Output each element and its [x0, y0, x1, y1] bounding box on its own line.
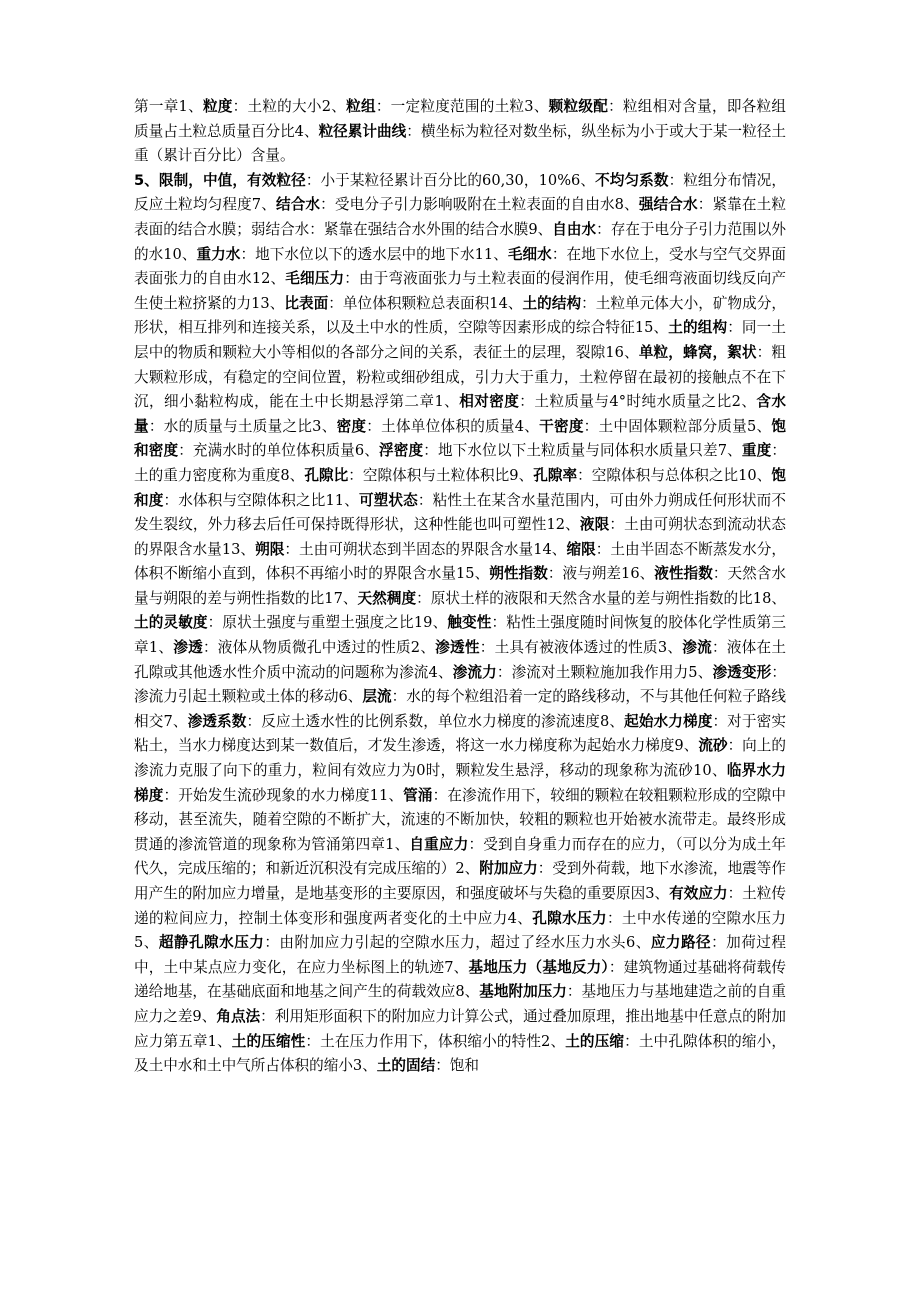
term-bold: 管涌 — [403, 786, 433, 804]
term-bold: 天然稠度 — [357, 589, 417, 607]
term-bold: 起始水力梯度 — [624, 712, 713, 730]
text-run: ：渗流力引起土颗粒或土体的移动6、 — [134, 663, 786, 706]
text-run: ：地下水位以下的透水层中的地下水11、 — [240, 245, 508, 263]
text-run: ：利用矩形面积下的附加应力计算公式，通过叠加原理，推出地基中任意点的附加应力第五章1、 — [134, 1007, 786, 1050]
term-bold: 粒径累计曲线 — [318, 122, 407, 140]
text-run: ：地下水位以下土粒质量与同体积水质量只差7、 — [423, 442, 742, 460]
text-run: ：紧靠在土粒表面的结合水膜；弱结合水：紧靠在强结合水外围的结合水膜9、 — [134, 196, 786, 238]
term-bold: 土的灵敏度 — [134, 614, 208, 632]
paragraph-2 — [134, 169, 786, 1079]
text-run: ：土由可朔状态到流动状态的界限含水量13、 — [134, 516, 786, 558]
text-run: ：土由可朔状态到半固态的界限含水量14、 — [284, 540, 567, 558]
text-run: ：土粒的大小2、 — [232, 98, 347, 115]
text-run: ：受到外荷载，地下水渗流，地震等作用产生的附加应力增量，是地基变形的主要原因，和强度破坏与失稳的重要原因3、 — [134, 860, 786, 902]
text-run: ：天然含水量与朔限的差与朔性指数的比17、 — [134, 565, 786, 607]
term-bold: 渗透变形 — [712, 663, 772, 681]
term-bold: 朔限 — [255, 540, 285, 558]
text-run: ：空隙体积与总体积之比10、 — [577, 466, 772, 484]
term-bold: 干密度 — [539, 417, 584, 435]
text-run: ：受到自身重力而存在的应力，（可以分为成土年代久，完成压缩的；和新近沉积没有完成压缩的）2、 — [134, 835, 786, 878]
term-bold: 重力水 — [196, 245, 241, 263]
text-run: ：同一土层中的物质和颗粒大小等相似的各部分之间的关系，表征土的层理，裂隙16、 — [134, 319, 786, 361]
text-run: ：在地下水位上，受水与空气交界面表面张力的自由水12、 — [134, 245, 786, 288]
term-bold: 液性指数 — [654, 565, 713, 583]
term-bold: 土的固结 — [376, 1057, 436, 1075]
text-run: ：水体积与空隙体积之比11、 — [163, 491, 359, 509]
term-bold: 渗流力 — [452, 663, 497, 681]
text-run: ：单位体积颗粒总表面积14、 — [328, 294, 523, 312]
text-run: ：粒组相对含量，即各粒组质量占土粒总质量百分比4、 — [134, 98, 786, 140]
term-bold: 含水量 — [134, 393, 786, 435]
term-bold: 不均匀系数 — [595, 171, 669, 189]
text-run: ：粒组分布情况，反应土粒均匀程度7、 — [134, 171, 786, 214]
term-bold: 自由水 — [552, 220, 597, 238]
text-run: ：建筑物通过基础将荷载传递给地基，在基础底面和地基之间产生的荷载效应8、 — [134, 958, 786, 1001]
text-run: ：土粒单元体大小，矿物成分，形状，相互排列和连接关系，以及土中水的性质，空隙等因素形成的综合特征15、 — [134, 294, 786, 337]
text-run: 第一章1、 — [134, 98, 203, 115]
text-run: ：对于密实粘土，当水力梯度达到某一数值后，才发生渗透，将这一水力梯度称为起始水力梯度9、 — [134, 712, 786, 755]
term-bold: 自重应力 — [409, 835, 469, 853]
term-bold: 土的压缩 — [565, 1032, 625, 1050]
text-run: ：液体从物质微孔中透过的性质2、 — [202, 639, 436, 657]
term-bold: 液限 — [579, 516, 610, 534]
term-bold: 饱和度 — [134, 466, 786, 509]
text-run: ：土中水传递的空隙水压力5、 — [134, 909, 786, 952]
text-run: ：基地压力与基地建造之前的自重应力之差9、 — [134, 983, 786, 1025]
term-bold: 朔性指数 — [489, 565, 548, 583]
term-bold: 渗透 — [173, 639, 203, 657]
text-run: ：粘性土强度随时间恢复的胶体化学性质第三章1、 — [134, 614, 786, 657]
term-bold: 毛细压力 — [285, 270, 345, 288]
text-run: ：土粒质量与4°时纯水质量之比2、 — [519, 393, 757, 411]
term-bold: 触变性 — [447, 614, 492, 632]
text-run: ：向上的渗流力克服了向下的重力，粒间有效应力为0时，颗粒发生悬浮，移动的现象称为流砂10、 — [134, 737, 786, 780]
text-run: ：受电分子引力影响吸附在土粒表面的自由水8、 — [320, 196, 639, 214]
term-bold: 毛细水 — [507, 245, 552, 263]
term-bold: 临界水力梯度 — [134, 762, 786, 804]
text-run: ：水的每个粒组沿着一定的路线移动，不与其他任何粒子路线相交7、 — [134, 688, 786, 730]
term-bold: 流砂 — [698, 737, 728, 755]
text-run: ：土中固体颗粒部分质量5、 — [583, 417, 772, 435]
term-bold: 应力路径 — [650, 934, 712, 952]
term-bold: 粒度 — [202, 98, 233, 115]
text-run: ：由于弯液面张力与土粒表面的侵润作用，使毛细弯液面切线反向产生使土粒挤紧的力13、 — [134, 270, 786, 312]
term-bold: 缩限 — [566, 540, 596, 558]
text-run: ：空隙体积与土粒体积比9、 — [348, 466, 534, 484]
term-bold: 饱和密度 — [134, 417, 786, 460]
text-run: ：土体单位体积的质量4、 — [366, 417, 540, 435]
text-run: ：土由半固态不断蒸发水分，体积不断缩小直到，体积不再缩小时的界限含水量15、 — [134, 540, 786, 583]
text-run: ：土在压力作用下，体积缩小的特性2、 — [305, 1032, 566, 1050]
text-run: ：原状土样的液限和天然含水量的差与朔性指数的比18、 — [416, 589, 786, 607]
term-bold: 渗流 — [682, 639, 712, 657]
text-run: ：开始发生流砂现象的水力梯度11、 — [163, 786, 404, 804]
term-bold: 附加应力 — [479, 860, 538, 878]
text-run: ：加荷过程中，土中某点应力变化，在应力坐标图上的轨迹7、 — [134, 934, 786, 976]
term-bold: 重度 — [741, 442, 772, 460]
text-run: ：小于某粒径累计百分比的60,30，10%6、 — [305, 171, 596, 189]
text-run: ：土中孔隙体积的缩小，及土中水和土中气所占体积的缩小3、 — [134, 1032, 786, 1075]
term-bold: 孔隙率 — [533, 466, 578, 484]
text-run: ：横坐标为粒径对数坐标，纵坐标为小于或大于某一粒径土重（累计百分比）含量。 — [134, 122, 786, 165]
term-bold: 5、限制，中值，有效粒径 — [134, 171, 306, 189]
text-run: ：充满水时的单位体积质量6、 — [178, 442, 380, 460]
term-bold: 超静孔隙水压力 — [158, 934, 265, 952]
text-run: ：粗大颗粒形成，有稳定的空间位置，粉粒或细砂组成，引力大于重力，土粒停留在最初的接触点不在下沉，细小黏粒构成，能在土中长期悬浮第二章1、 — [134, 343, 786, 411]
text-run: ：由附加应力引起的空隙水压力，超过了经水压力水头6、 — [264, 934, 651, 952]
term-bold: 有效应力 — [669, 885, 728, 902]
term-bold: 土的组构 — [668, 319, 728, 337]
term-bold: 基地压力（基地反力） — [468, 958, 609, 976]
term-bold: 单粒，蜂窝，絮状 — [638, 343, 757, 361]
term-bold: 强结合水 — [638, 196, 698, 214]
text-run: ：反应土透水性的比例系数，单位水力梯度的渗流速度8、 — [246, 712, 625, 730]
term-bold: 孔隙比 — [304, 466, 349, 484]
document-body — [134, 95, 786, 1079]
text-run: ：一定粒度范围的土粒3、 — [375, 98, 549, 115]
text-run: ：原状土强度与重塑土强度之比19、 — [207, 614, 448, 632]
text-run: ：水的质量与土质量之比3、 — [148, 417, 337, 435]
term-bold: 角点法 — [216, 1007, 261, 1025]
term-bold: 比表面 — [284, 294, 329, 312]
text-run: ：粘性土在某含水量范围内，可由外力朔成任何形状而不发生裂纹，外力移去后任可保持既得形状，这种性能也叫可塑性12、 — [134, 491, 786, 534]
text-run: ：土粒传递的粒间应力，控制土体变形和强度两者变化的土中应力4、 — [134, 885, 786, 927]
term-bold: 浮密度 — [379, 442, 424, 460]
term-bold: 密度 — [336, 417, 367, 435]
term-bold: 孔隙水压力 — [532, 909, 607, 927]
term-bold: 层流 — [362, 688, 392, 706]
text-run: ：在渗流作用下，较细的颗粒在较粗颗粒形成的空隙中移动，甚至流失，随着空隙的不断扩大，流速的不断加快，较粗的颗粒也开始被水流带走。最终形成贯通的渗流管道的现象称为管涌第四章1、 — [134, 786, 786, 853]
text-run: ：土具有被液体透过的性质3、 — [479, 639, 683, 657]
text-run: ：液与朔差16、 — [547, 565, 655, 583]
term-bold: 结合水 — [275, 196, 321, 214]
text-run: ：存在于电分子引力范围以外的水10、 — [134, 220, 786, 263]
term-bold: 渗透性 — [435, 639, 480, 657]
term-bold: 基地附加压力 — [479, 983, 567, 1001]
text-run: ：饱和 — [435, 1057, 479, 1075]
paragraph-1 — [134, 95, 786, 169]
term-bold: 可塑状态 — [358, 491, 418, 509]
term-bold: 土的压缩性 — [231, 1032, 306, 1050]
term-bold: 颗粒级配 — [548, 98, 609, 115]
text-run: ：土的重力密度称为重度8、 — [134, 442, 786, 484]
term-bold: 渗透系数 — [187, 712, 247, 730]
term-bold: 粒组 — [346, 98, 376, 115]
term-bold: 土的结构 — [522, 294, 582, 312]
text-run: ：液体在土孔隙或其他透水性介质中流动的问题称为渗流4、 — [134, 639, 786, 681]
text-run: ：渗流对土颗粒施加我作用力5、 — [496, 663, 713, 681]
term-bold: 相对密度 — [459, 393, 520, 411]
